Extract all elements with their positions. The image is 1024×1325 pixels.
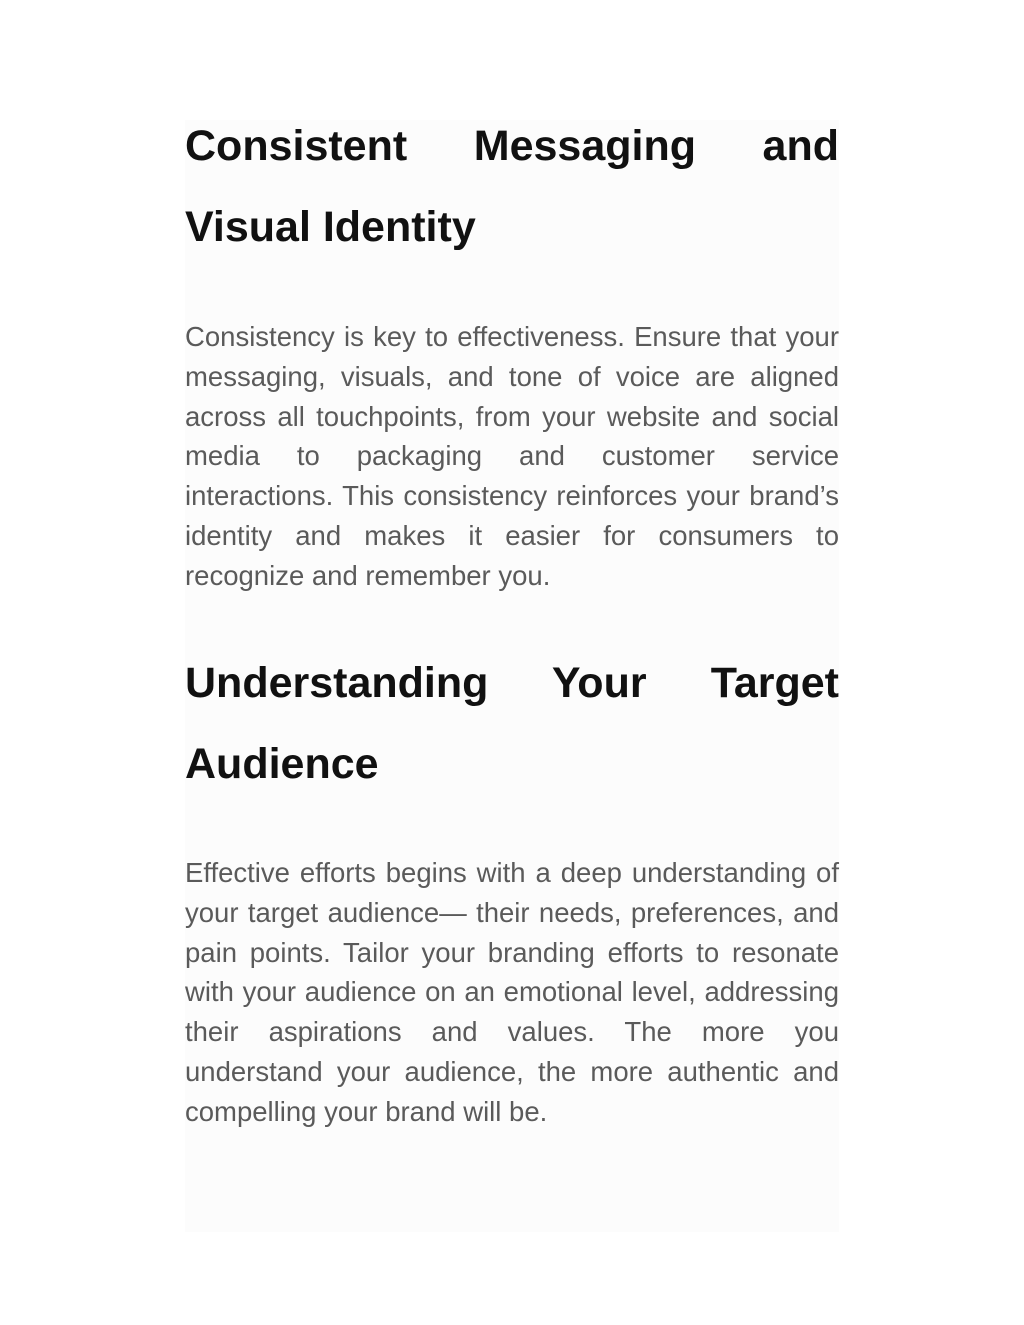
section-body-target-audience: Effective efforts begins with a deep understanding of your target audience— their needs, preferences, and pain points. Tailor your branding efforts to resonate with your audience on an emotional level, addressing their aspirations and values. The more you understand your audience, the more authentic and compelling your brand will be. [185, 857, 839, 1127]
section-heading-target-audience: Understanding Your Target Audience [185, 659, 839, 788]
section-heading-consistent-messaging: Consistent Messaging and Visual Identity [185, 122, 839, 251]
section-body-consistent-messaging: Consistency is key to effectiveness. Ensure that your messaging, visuals, and tone of voice are aligned across all touchpoints, from your website and social media to packaging and customer service interactions. This consistency reinforces your brand’s identity and makes it easier for consumers to recognize and remember you. [185, 321, 839, 591]
